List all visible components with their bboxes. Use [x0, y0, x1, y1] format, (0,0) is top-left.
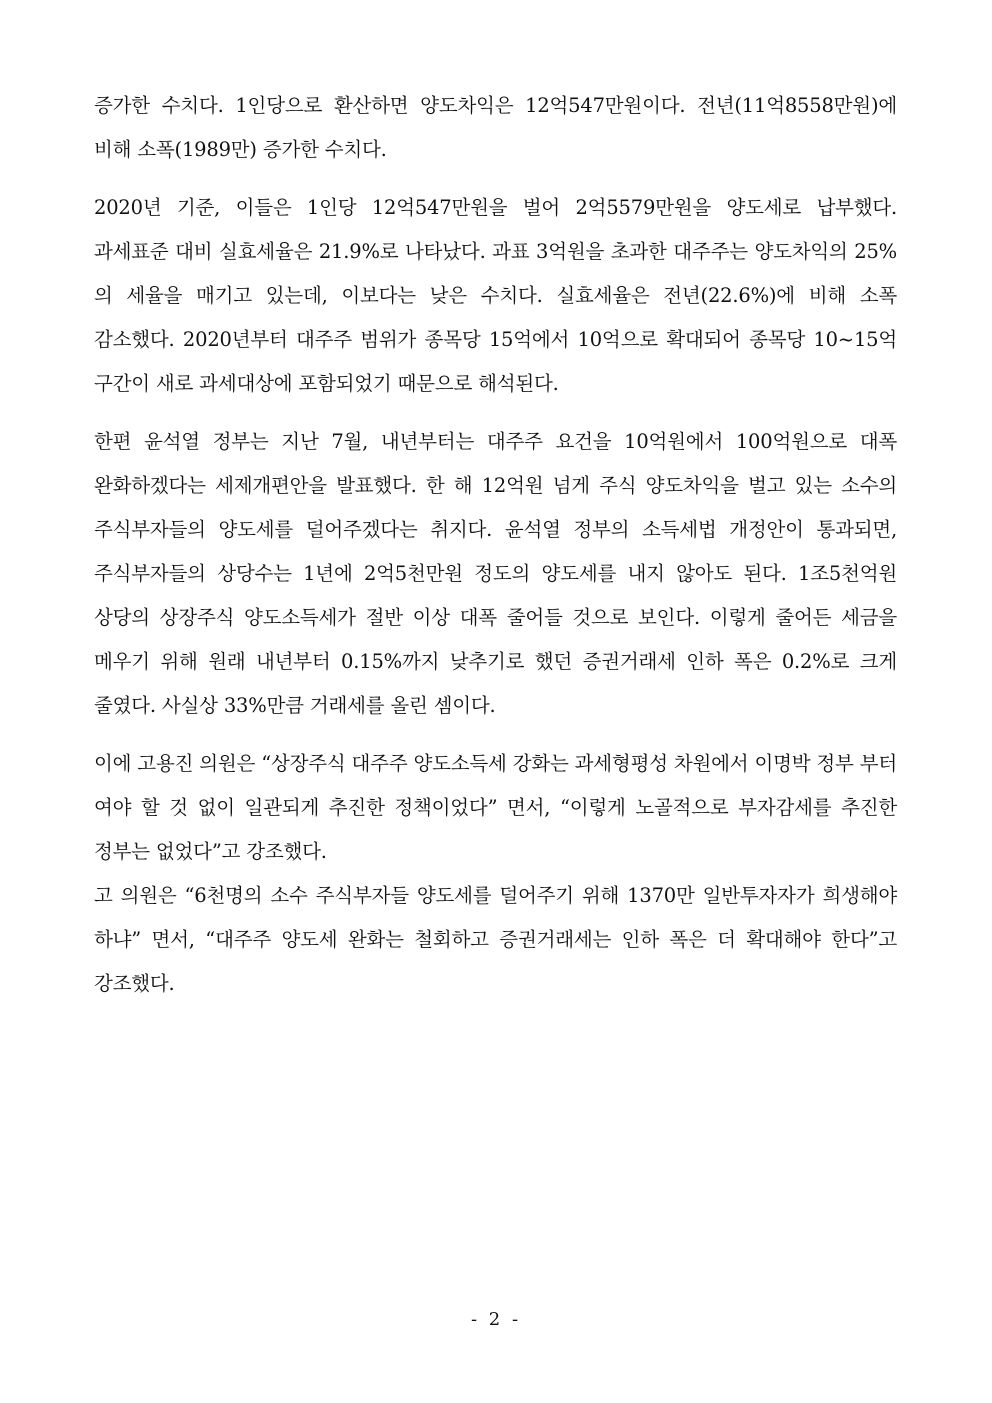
document-body — [94, 84, 897, 1006]
paragraph-4: 이에 고용진 의원은 “상장주식 대주주 양도소득세 강화는 과세형평성 차원에서 이명박 정부 부터 여야 할 것 없이 일관되게 추진한 정책이었다” 면서, “이렇게 노골적으로 부자감세를 추진한 정부는 없었다”고 강조했다. — [94, 752, 897, 863]
page-number: - 2 - — [470, 1309, 522, 1330]
paragraph-2: 2020년 기준, 이들은 1인당 12억547만원을 벌어 2억5579만원을 양도세로 납부했다. 과세표준 대비 실효세율은 21.9%로 나타났다. 과표 3억원을 초과한 대주주는 양도차익의 25%의 세율을 매기고 있는데, 이보다는 낮은 수치다. 실효세율은 전년(22.6%)에 비해 소폭 감소했다. 2020년부터 대주주 범위가 종목당 15억에서 10억으로 확대되어 종목당 10~15억 구간이 새로 과세대상에 포함되었기 때문으로 해석된다. — [94, 196, 897, 395]
paragraph-1: 증가한 수치다. 1인당으로 환산하면 양도차익은 12억547만원이다. 전년(11억8558만원)에 비해 소폭(1989만) 증가한 수치다. — [94, 94, 897, 161]
paragraph-5: 고 의원은 “6천명의 소수 주식부자들 양도세를 덜어주기 위해 1370만 일반투자자가 희생해야 하냐” 면서, “대주주 양도세 완화는 철회하고 증권거래세는 인하 폭은 더 확대해야 한다”고 강조했다. — [94, 884, 897, 995]
paragraph-3: 한편 윤석열 정부는 지난 7월, 내년부터는 대주주 요건을 10억원에서 100억원으로 대폭 완화하겠다는 세제개편안을 발표했다. 한 해 12억원 넘게 주식 양도차익을 벌고 있는 소수의 주식부자들의 양도세를 덜어주겠다는 취지다. 윤석열 정부의 소득세법 개정안이 통과되면, 주식부자들의 상당수는 1년에 2억5천만원 정도의 양도세를 내지 않아도 된다. 1조5천억원 상당의 상장주식 양도소득세가 절반 이상 대폭 줄어들 것으로 보인다. 이렇게 줄어든 세금을 메우기 위해 원래 내년부터 0.15%까지 낮추기로 했던 증권거래세 인하 폭은 0.2%로 크게 줄였다. 사실상 33%만큼 거래세를 올린 셈이다. — [94, 430, 897, 717]
